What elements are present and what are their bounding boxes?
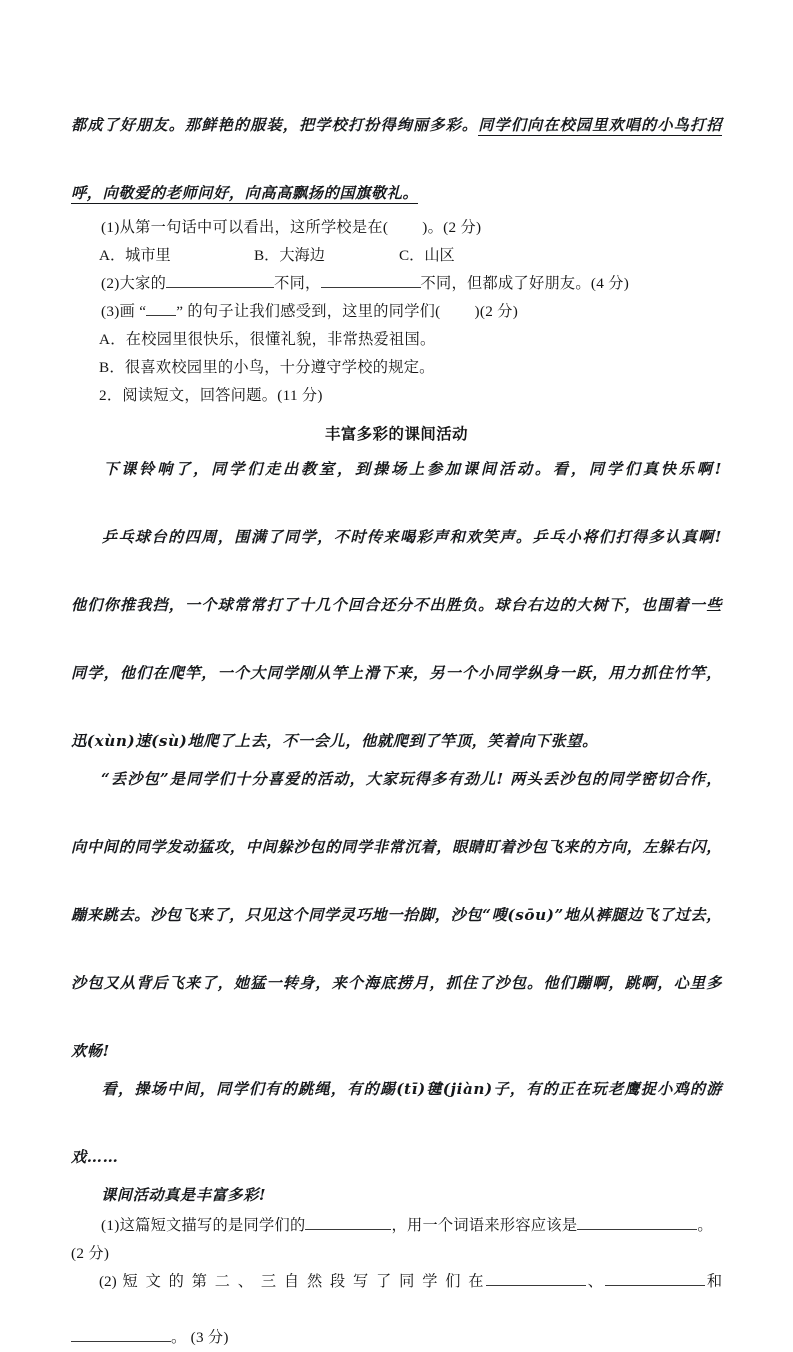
question-2-2-end: 。 (3 分) bbox=[171, 1329, 229, 1346]
question-2-1 bbox=[71, 1212, 722, 1240]
quoted-underline-mark bbox=[146, 300, 176, 316]
passage1-underlined-part2: 呼，向敬爱的老师问好，向高高飘扬的国旗敬礼。 bbox=[71, 184, 419, 202]
question-2-1-suffix: 。 bbox=[697, 1217, 713, 1234]
answer-blank-7[interactable] bbox=[71, 1326, 171, 1342]
question-2-1-middle: ，用一个词语来形容应该是 bbox=[391, 1217, 578, 1234]
option-b[interactable]: B．大海边 bbox=[254, 247, 325, 264]
passage1-line2 bbox=[71, 176, 722, 210]
essay-p1-line1-text: 下课铃响了，同学们走出教室，到操场上参加课间活动。看，同学们真快乐啊! bbox=[101, 460, 722, 478]
question-1-1-tail: )。(2 分) bbox=[422, 219, 482, 236]
passage1-line1 bbox=[71, 108, 722, 176]
essay-p4-line1-text: 看，操场中间，同学们有的跳绳，有的踢(tī)毽(jiàn)子，有的正在玩老鹰捉小鸡的游 bbox=[101, 1080, 722, 1098]
essay-p3-line5: 欢畅! bbox=[71, 1042, 110, 1060]
question-1-3-suffix: )(2 分) bbox=[474, 303, 519, 320]
answer-blank-1[interactable] bbox=[166, 272, 274, 288]
question-2-2-tail: 和 bbox=[704, 1273, 723, 1290]
spacer bbox=[71, 410, 722, 418]
passage1-underlined-part1: 同学们向在校园里欢唱的小鸟打招 bbox=[478, 116, 722, 134]
essay-p3-line4: 沙包又从背后飞来了，她猛一转身，来个海底捞月，抓住了沙包。他们蹦啊，跳啊，心里多 bbox=[71, 974, 722, 992]
essay-p2-line3: 同学，他们在爬竿，一个大同学刚从竿上滑下来，另一个小同学纵身一跃，用力抓住竹竿， bbox=[71, 664, 722, 682]
question-1-3 bbox=[71, 298, 722, 326]
item-2-label: 2．阅读短文，回答问题。(11 分) bbox=[99, 387, 323, 404]
essay-p3-line3: 蹦来跳去。沙包飞来了，只见这个同学灵巧地一抬脚，沙包“嗖(sōu)”地从裤腿边飞了过去， bbox=[71, 906, 722, 924]
answer-blank-5[interactable] bbox=[486, 1270, 586, 1286]
answer-blank-6[interactable] bbox=[605, 1270, 705, 1286]
question-1-1-number: (1) bbox=[101, 219, 120, 236]
essay-title: 丰富多彩的课间活动 bbox=[324, 426, 469, 443]
question-1-2-middle: 不同， bbox=[274, 275, 321, 292]
question-1-3-option-b[interactable]: B．很喜欢校园里的小鸟，十分遵守学校的规定。 bbox=[99, 359, 435, 376]
question-1-1 bbox=[71, 214, 722, 242]
question-1-2-prefix: (2)大家的 bbox=[101, 275, 167, 292]
question-1-3-option-a[interactable]: A．在校园里很快乐，很懂礼貌，非常热爱祖国。 bbox=[99, 331, 436, 348]
essay-p3-line2: 向中间的同学发动猛攻，中间躲沙包的同学非常沉着，眼睛盯着沙包飞来的方向，左躲右闪， bbox=[71, 838, 722, 856]
page-content bbox=[71, 108, 722, 1352]
question-2-2 bbox=[71, 1268, 722, 1324]
question-1-1-options bbox=[71, 242, 722, 270]
question-2-2-line2 bbox=[71, 1324, 722, 1352]
essay-p5-line1-text: 课间活动真是丰富多彩! bbox=[101, 1186, 267, 1204]
question-1-3-prefix: (3)画 “ bbox=[101, 303, 147, 320]
essay-p4-line2: 戏…… bbox=[71, 1148, 119, 1166]
answer-blank-3[interactable] bbox=[305, 1214, 391, 1230]
question-2-1-prefix: (1)这篇短文描写的是同学们的 bbox=[101, 1217, 306, 1234]
option-c[interactable]: C．山区 bbox=[399, 247, 455, 264]
essay-p2-line1 bbox=[71, 520, 722, 588]
essay-p5-line1 bbox=[71, 1178, 722, 1212]
answer-blank-2[interactable] bbox=[321, 272, 421, 288]
option-a[interactable]: A．城市里 bbox=[99, 247, 171, 264]
question-1-1-text: 从第一句话中可以看出，这所学校是在( bbox=[119, 219, 389, 236]
question-1-2-suffix: 不同，但都成了好朋友。(4 分) bbox=[420, 275, 630, 292]
essay-p4-line1 bbox=[71, 1072, 722, 1140]
essay-p3-line1 bbox=[71, 762, 722, 830]
essay-p3-line1-text: “丢沙包”是同学们十分喜爱的活动，大家玩得多有劲儿! 两头丢沙包的同学密切合作， bbox=[101, 770, 722, 788]
answer-blank-4[interactable] bbox=[577, 1214, 697, 1230]
question-2-1-score: (2 分) bbox=[71, 1245, 110, 1262]
passage1-plain-text: 都成了好朋友。那鲜艳的服装，把学校打扮得绚丽多彩。 bbox=[71, 116, 479, 134]
essay-p1-line1 bbox=[71, 452, 722, 520]
question-1-2 bbox=[71, 270, 722, 298]
essay-p2-line4: 迅(xùn)速(sù)地爬了上去，不一会儿，他就爬到了竿顶，笑着向下张望。 bbox=[71, 732, 598, 750]
essay-p2-line2: 他们你推我挡，一个球常常打了十几个回合还分不出胜负。球台右边的大树下，也围着一些 bbox=[71, 596, 722, 614]
question-1-3-mid: ” 的句子让我们感受到，这里的同学们( bbox=[176, 303, 441, 320]
question-2-2-sep: 、 bbox=[585, 1273, 605, 1290]
question-2-2-prefix: (2) 短 文 的 第 二 、 三 自 然 段 写 了 同 学 们 在 bbox=[99, 1273, 486, 1290]
essay-p2-line1-text: 乒乓球台的四周，围满了同学，不时传来喝彩声和欢笑声。乒乓小将们打得多认真啊! bbox=[101, 528, 722, 546]
